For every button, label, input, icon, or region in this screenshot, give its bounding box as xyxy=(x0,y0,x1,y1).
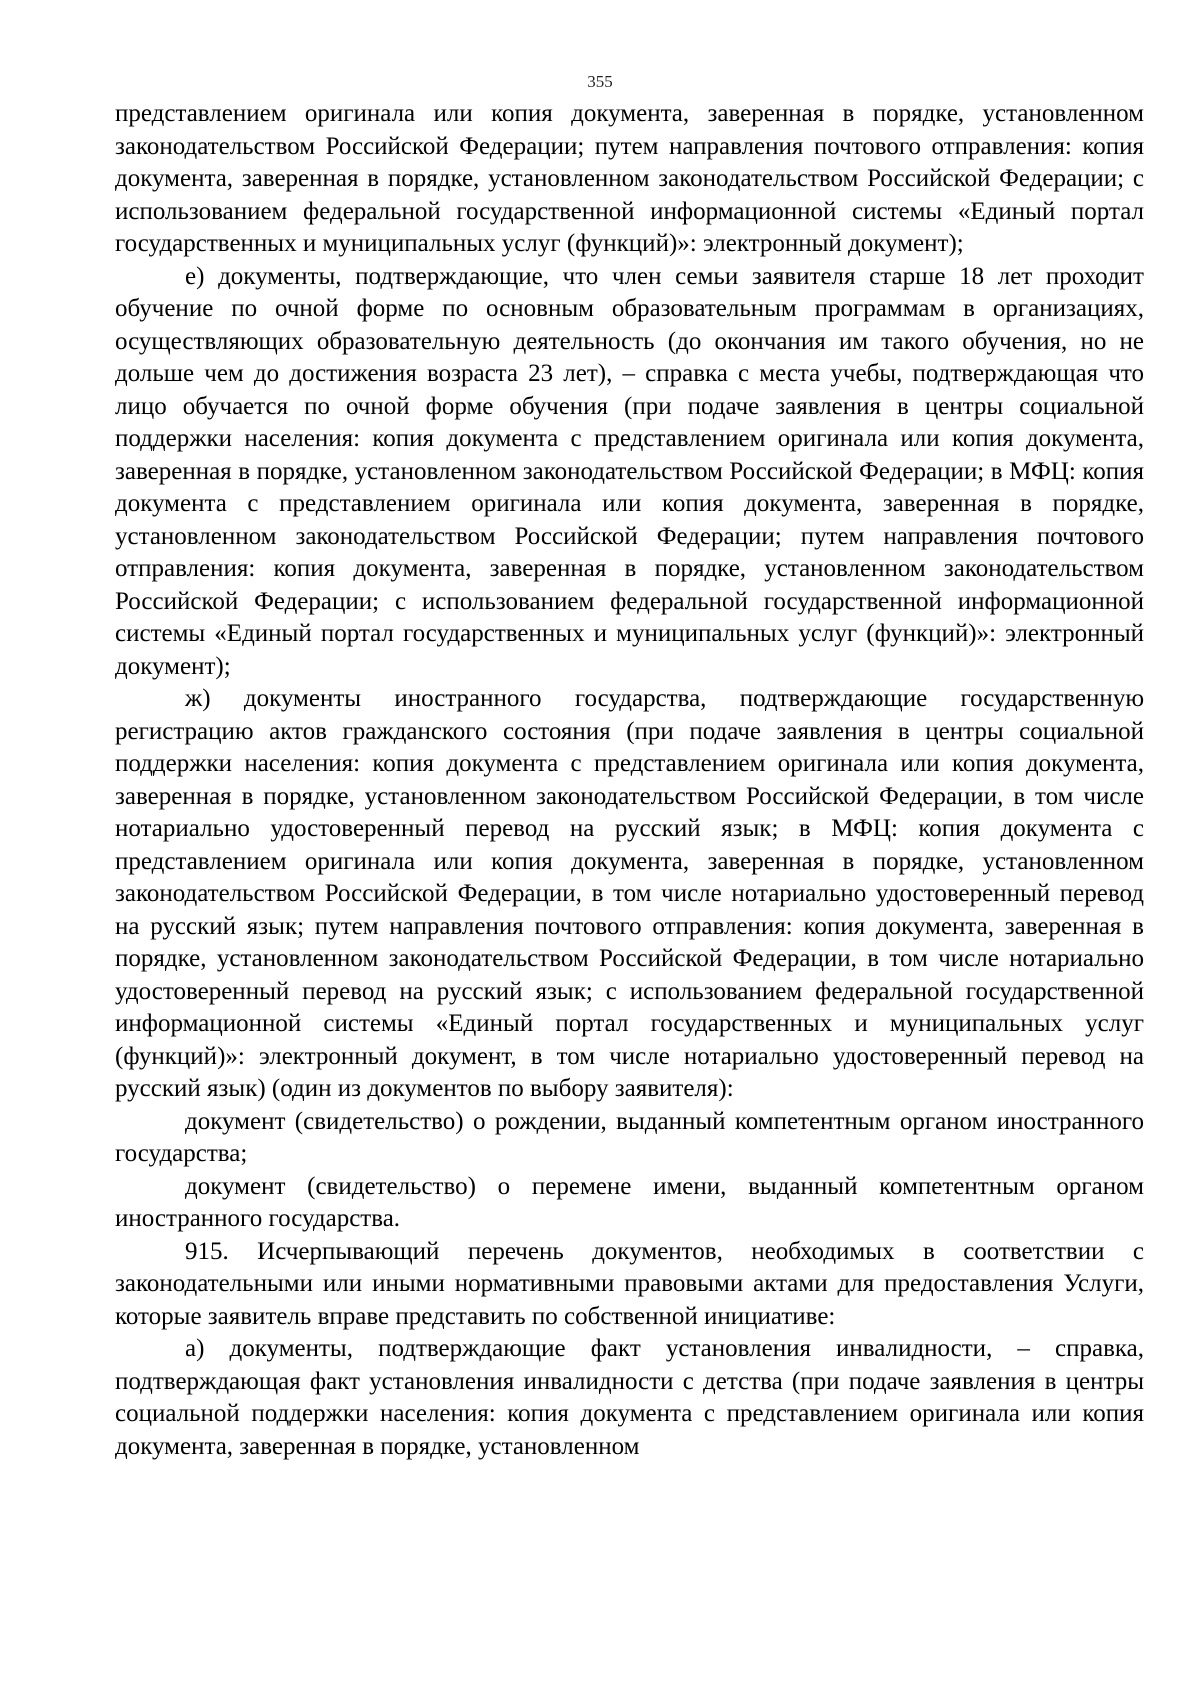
page-number: 355 xyxy=(587,72,613,91)
document-body xyxy=(115,98,1144,1463)
paragraph-item-zh: ж) документы иностранного государства, подтверждающие государственную регистрацию актов гражданского состояния (при подаче заявления в центры социальной поддержки населения: копия документа с представлением оригинала или копия документа, заверенная в порядке, установленном законодательством Российской Федерации, в том числе нотариально удостоверенный перевод на русский язык; в МФЦ: копия документа с представлением оригинала или копия документа, заверенная в порядке, установленном законодательством Российской Федерации, в том числе нотариально удостоверенный перевод на русский язык; путем направления почтового отправления: копия документа, заверенная в порядке, установленном законодательством Российской Федерации, в том числе нотариально удостоверенный перевод на русский язык; с использованием федеральной государственной информационной системы «Единый портал государственных и муниципальных услуг (функций)»: электронный документ, в том числе нотариально удостоверенный перевод на русский язык) (один из документов по выбору заявителя): xyxy=(115,685,1144,1102)
paragraph-item-e: е) документы, подтверждающие, что член семьи заявителя старше 18 лет проходит обучение по очной форме по основным образовательным программам в организациях, осуществляющих образовательную деятельность (до окончания им такого обучения, но не дольше чем до достижения возраста 23 лет), – справка с места учебы, подтверждающая что лицо обучается по очной форме обучения (при подаче заявления в центры социальной поддержки населения: копия документа с представлением оригинала или копия документа, заверенная в порядке, установленном законодательством Российской Федерации; в МФЦ: копия документа с представлением оригинала или копия документа, заверенная в порядке, установленном законодательством Российской Федерации; путем направления почтового отправления: копия документа, заверенная в порядке, установленном законодательством Российской Федерации; с использованием федеральной государственной информационной системы «Единый портал государственных и муниципальных услуг (функций)»: электронный документ); xyxy=(115,262,1144,680)
paragraph-continuation: представлением оригинала или копия документа, заверенная в порядке, установленном законодательством Российской Федерации; путем направления почтового отправления: копия документа, заверенная в порядке, установленном законодательством Российской Федерации; с использованием федеральной государственной информационной системы «Единый портал государственных и муниципальных услуг (функций)»: электронный документ); xyxy=(115,100,1144,257)
paragraph-clause-915: 915. Исчерпывающий перечень документов, необходимых в соответствии с законодательными или иными нормативными правовыми актами для предоставления Услуги, которые заявитель вправе представить по собственной инициативе: xyxy=(115,1237,1144,1330)
paragraph-item-a: а) документы, подтверждающие факт установления инвалидности, – справка, подтверждающая факт установления инвалидности с детства (при подаче заявления в центры социальной поддержки населения: копия документа с представлением оригинала или копия документа, заверенная в порядке, установленном xyxy=(115,1335,1144,1460)
paragraph-birth-certificate: документ (свидетельство) о рождении, выданный компетентным органом иностранного государства; xyxy=(115,1107,1144,1167)
paragraph-name-change-certificate: документ (свидетельство) о перемене имени, выданный компетентным органом иностранного государства. xyxy=(115,1172,1144,1232)
